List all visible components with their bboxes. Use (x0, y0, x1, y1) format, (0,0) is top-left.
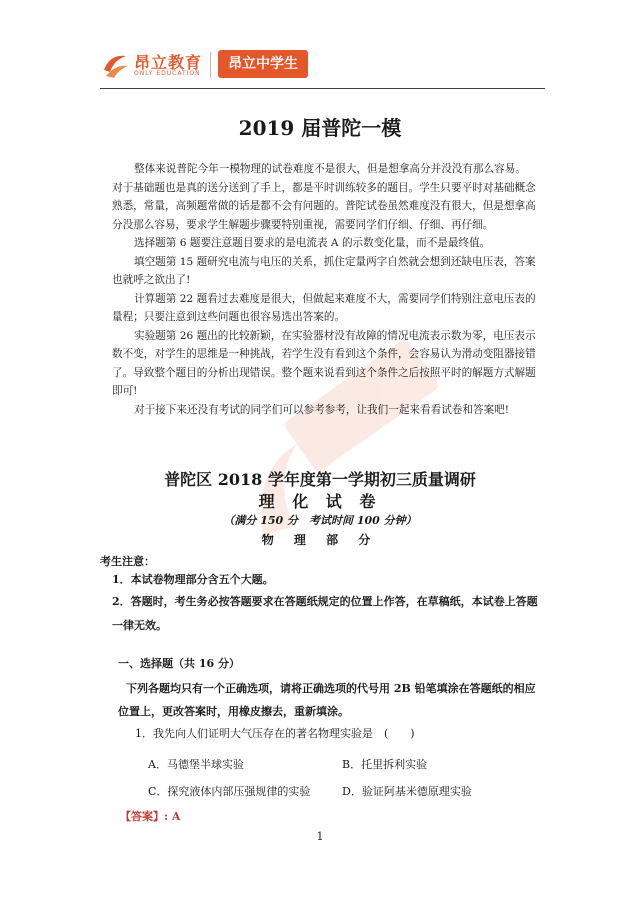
option-d: D．验证阿基米德原理实验 (342, 785, 472, 798)
header-divider (210, 52, 211, 78)
answer-label: 【答案】: A (120, 810, 181, 823)
only-education-logo-icon (100, 50, 130, 80)
section-instruction (118, 677, 544, 723)
header-rule (100, 88, 545, 89)
intro-text (112, 160, 536, 419)
header (100, 46, 560, 86)
intro-paragraph: 计算题第 22 题看过去难度是很大，但做起来难度不大，需要同学们特别注意电压表的量程；只要注意到这些问题也很容易选出答案的。 (112, 292, 536, 323)
notice-item: 1．本试卷物理部分含五个大题。 (112, 573, 274, 586)
intro-paragraph: 整体来说普陀今年一模物理的试卷难度不是很大，但是想拿高分并没没有那么容易。对于基础题也是真的送分送到了手上，都是平时训练较多的题目。学生只要平时对基础概念熟悉，常量，高频题常做的话是都不会有问题的。普陀试卷虽然难度没有很大，但是想拿高分没那么容易，要求学生解题步骤要特别重视，需要同学们仔细、仔细、再仔细。 (112, 163, 536, 231)
notice-item: 2．答题时，考生务必按答题要求在答题纸规定的位置上作答，在草稿纸，本试卷上答题一律无效。 (112, 595, 538, 632)
option-c: C．探究液体内部压强规律的实验 (148, 785, 311, 798)
brand-name: 昂立教育 (134, 53, 203, 72)
exam-meta: （满分 150 分 考试时间 100 分钟） (223, 514, 417, 527)
notice-heading: 考生注意： (100, 555, 155, 568)
intro-paragraph: 对于接下来还没有考试的同学们可以参考参考，让我们一起来看看试卷和答案吧! (134, 403, 510, 416)
page-number: 1 (316, 830, 324, 843)
option-a: A．马德堡半球实验 (148, 758, 244, 771)
exam-title: 普陀区 2018 学年度第一学期初三质量调研 (164, 470, 476, 489)
intro-paragraph: 选择题第 6 题要注意题目要求的是电流表 A 的示数变化量，而不是最终值。 (134, 237, 491, 249)
instruction-text: 下列各题均只有一个正确选项，请将正确选项的代号用 2B 铅笔填涂在答题纸的相应位置上，更改答案时，用橡皮擦去，重新填涂。 (118, 682, 536, 718)
section-heading: 一、选择题（共 16 分） (118, 657, 240, 670)
intro-paragraph: 实验题第 26 题出的比较新颖，在实验器材没有故障的情况电流表示数为零，电压表示数不变，对学生的思维是一种挑战，若学生没有看到这个条件，会容易认为滑动变阻器接错了。导致整个题目的分析出现错误。整个题来说看到这个条件之后按照平时的解题方式解题即可! (112, 329, 536, 397)
intro-paragraph: 填空题第 15 题研究电流与电压的关系，抓住定量两字自然就会想到还缺电压表，答案也就呼之欲出了! (112, 255, 536, 286)
exam-subtitle: 理 化 试 卷 (258, 492, 382, 511)
exam-part: 物 理 部 分 (261, 533, 379, 547)
question-stem: 1．我先向人们证明大气压存在的著名物理实验是 ( ) (135, 727, 415, 740)
option-b: B．托里拆利实验 (342, 758, 428, 771)
document-title: 2019 届普陀一模 (238, 116, 402, 140)
brand-tag: 昂立中学生 (218, 50, 308, 78)
brand-english: ONLY EDUCATION (134, 70, 201, 77)
